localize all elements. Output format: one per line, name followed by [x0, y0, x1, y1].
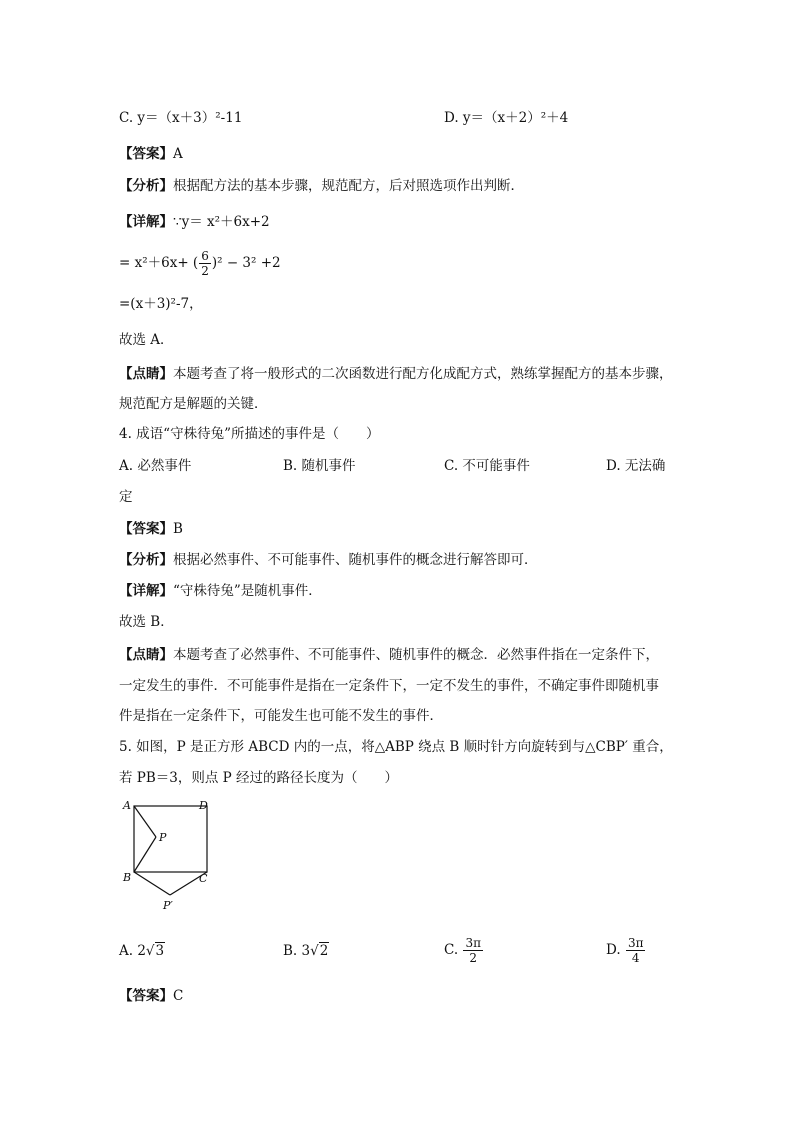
q4-comment-line3: 件是指在一定条件下，可能发生也可能不发生的事件．	[119, 708, 443, 724]
segment-bp	[134, 837, 156, 872]
label-a: A	[123, 799, 131, 812]
q3-comment-line2: 规范配方是解题的关键．	[119, 396, 268, 412]
q4-stem: 4. 成语“守株待兔”所描述的事件是（ ）	[119, 426, 380, 442]
label-c: C	[199, 872, 208, 885]
label-b: B	[123, 871, 132, 884]
analysis-tag: 【分析】	[119, 178, 173, 194]
label-p-prime: P′	[163, 899, 173, 912]
fraction-numerator: 3π	[627, 936, 644, 950]
q5-stem-line2: 若 PB＝3，则点 P 经过的路径长度为（ ）	[119, 770, 399, 786]
q4-option-b: B. 随机事件	[283, 458, 356, 474]
q4-answer	[119, 520, 183, 538]
fraction-denominator: 2	[469, 951, 478, 965]
option-a-prefix: A. 2	[119, 943, 146, 959]
fraction	[199, 249, 211, 278]
q4-option-d: D. 无法确	[606, 458, 666, 474]
analysis-text: 根据必然事件、不可能事件、随机事件的概念进行解答即可．	[173, 552, 538, 568]
square-abcd	[134, 806, 207, 872]
comment-tag: 【点睛】	[119, 366, 173, 382]
label-d: D	[199, 799, 208, 812]
q5-option-b: B. 3√2	[283, 943, 329, 959]
q3-detail-line2	[119, 249, 281, 278]
q5-figure	[115, 795, 225, 915]
detail-text: ∵y＝ x²＋6x+2	[173, 214, 270, 230]
label-p: P	[159, 831, 167, 844]
comment-tag: 【点睛】	[119, 647, 173, 663]
segment-ap	[134, 806, 156, 837]
q5-option-c	[444, 932, 484, 968]
answer-value: A	[173, 146, 183, 162]
q4-comment-line2: 一定发生的事件．不可能事件是指在一定条件下，一定不发生的事件，不确定事件即随机事	[119, 678, 659, 694]
option-b-prefix: B. 3	[283, 943, 311, 959]
q5-answer	[119, 987, 183, 1005]
option-c-fraction	[463, 936, 483, 965]
q4-option-a: A. 必然事件	[119, 458, 192, 474]
detail-tag: 【详解】	[119, 214, 173, 230]
q3-option-c: C. y＝（x＋3）²-11	[119, 110, 243, 126]
answer-tag: 【答案】	[119, 521, 173, 537]
q4-analysis	[119, 551, 538, 569]
answer-tag: 【答案】	[119, 988, 173, 1004]
answer-tag: 【答案】	[119, 146, 173, 162]
option-a-radicand: 3	[155, 943, 165, 959]
fraction-denominator: 2	[201, 264, 209, 278]
q5-stem-line1: 5. 如图，P 是正方形 ABCD 内的一点，将△ABP 绕点 B 顺时针方向旋转到与△CBP′ 重合，	[119, 739, 673, 755]
option-b-radicand: 2	[319, 943, 329, 959]
option-c-prefix: C.	[444, 942, 459, 958]
q5-option-d	[606, 932, 646, 968]
q3-answer	[119, 145, 183, 163]
answer-value: C	[173, 988, 184, 1004]
q3-option-d: D. y＝（x＋2）²＋4	[444, 110, 569, 126]
option-d-prefix: D.	[606, 942, 621, 958]
analysis-tag: 【分析】	[119, 552, 173, 568]
analysis-text: 根据配方法的基本步骤，规范配方，后对照选项作出判断．	[173, 178, 524, 194]
segment-bp-prime	[134, 872, 170, 895]
q3-choose: 故选 A．	[119, 332, 174, 348]
q3-analysis	[119, 177, 524, 195]
detail-line2-pre: = x²＋6x+ (	[119, 255, 199, 271]
q3-detail-line1	[119, 213, 270, 231]
q3-comment-line1	[119, 365, 673, 383]
answer-value: B	[173, 521, 183, 537]
detail-line2-post: )² − 3² +2	[211, 255, 281, 271]
comment-text: 本题考查了必然事件、不可能事件、随机事件的概念．必然事件指在一定条件下，	[173, 647, 659, 663]
q3-detail-line3: =(x＋3)²-7，	[119, 296, 203, 312]
q4-option-c: C. 不可能事件	[444, 458, 530, 474]
comment-text: 本题考查了将一般形式的二次函数进行配方化成配方式，熟练掌握配方的基本步骤，	[173, 366, 673, 382]
q5-option-a: A. 2√3	[119, 943, 165, 959]
fraction-denominator: 4	[631, 951, 640, 965]
fraction-numerator: 3π	[465, 936, 481, 950]
detail-tag: 【详解】	[119, 583, 173, 599]
q4-comment-line1	[119, 646, 659, 664]
option-d-fraction	[626, 936, 646, 965]
q4-option-d-wrap: 定	[119, 489, 133, 505]
q4-detail	[119, 582, 322, 600]
detail-text: “守株待兔”是随机事件．	[173, 583, 322, 599]
fraction-numerator: 6	[201, 249, 209, 263]
q4-choose: 故选 B．	[119, 614, 174, 630]
